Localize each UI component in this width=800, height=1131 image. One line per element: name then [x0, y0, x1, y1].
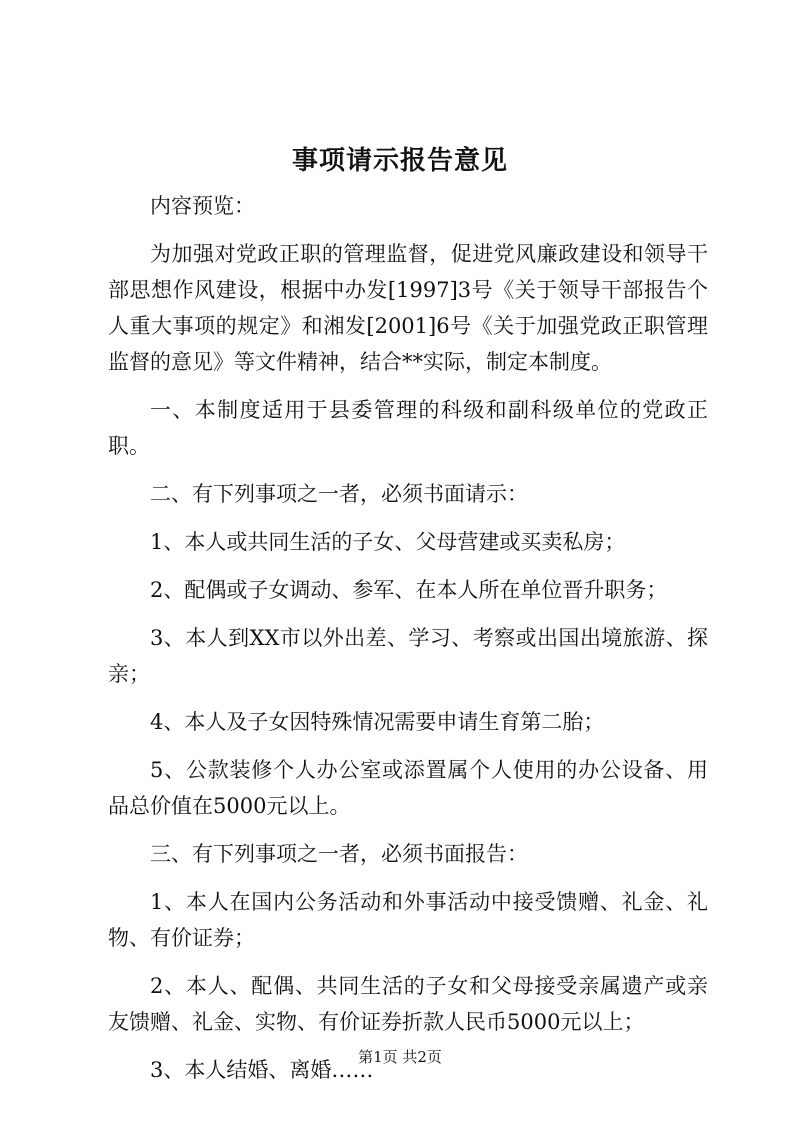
- paragraph-section-3-item-3: 3、本人结婚、离婚……: [150, 1058, 374, 1082]
- document-body: [108, 188, 708, 1088]
- paragraph-section-2-item-3: 3、本人到XX市以外出差、学习、考察或出国出境旅游、探亲；: [108, 626, 708, 686]
- paragraph-intro: 为加强对党政正职的管理监督，促进党风廉政建设和领导干部思想作风建设，根据中办发[1997]3号《关于领导干部报告个人重大事项的规定》和湘发[2001]6号《关于加强党政正职管理监督的意见》等文件精神，结合**实际，制定本制度。: [108, 242, 708, 374]
- paragraph-section-2-item-2: 2、配偶或子女调动、参军、在本人所在单位晋升职务；: [150, 578, 668, 602]
- paragraph-section-2-heading: 二、有下列事项之一者，必须书面请示：: [150, 482, 528, 506]
- paragraph-section-2-item-1: 1、本人或共同生活的子女、父母营建或买卖私房；: [150, 530, 626, 554]
- paragraph-preview-label: 内容预览：: [150, 194, 255, 218]
- paragraph-section-2-item-4: 4、本人及子女因特殊情况需要申请生育第二胎；: [150, 710, 605, 734]
- page-footer: 第1页 共2页: [358, 1048, 442, 1066]
- paragraph-section-3-item-2: 2、本人、配偶、共同生活的子女和父母接受亲属遗产或亲友馈赠、礼金、实物、有价证券折款人民币5000元以上；: [108, 974, 708, 1034]
- paragraph-section-3-item-1: 1、本人在国内公务活动和外事活动中接受馈赠、礼金、礼物、有价证券；: [108, 890, 708, 950]
- paragraph-section-3-heading: 三、有下列事项之一者，必须书面报告：: [150, 842, 528, 866]
- document-title: 事项请示报告意见: [291, 146, 508, 176]
- paragraph-section-1: 一、本制度适用于县委管理的科级和副科级单位的党政正职。: [108, 398, 708, 458]
- paragraph-section-2-item-5: 5、公款装修个人办公室或添置属个人使用的办公设备、用品总价值在5000元以上。: [108, 758, 708, 818]
